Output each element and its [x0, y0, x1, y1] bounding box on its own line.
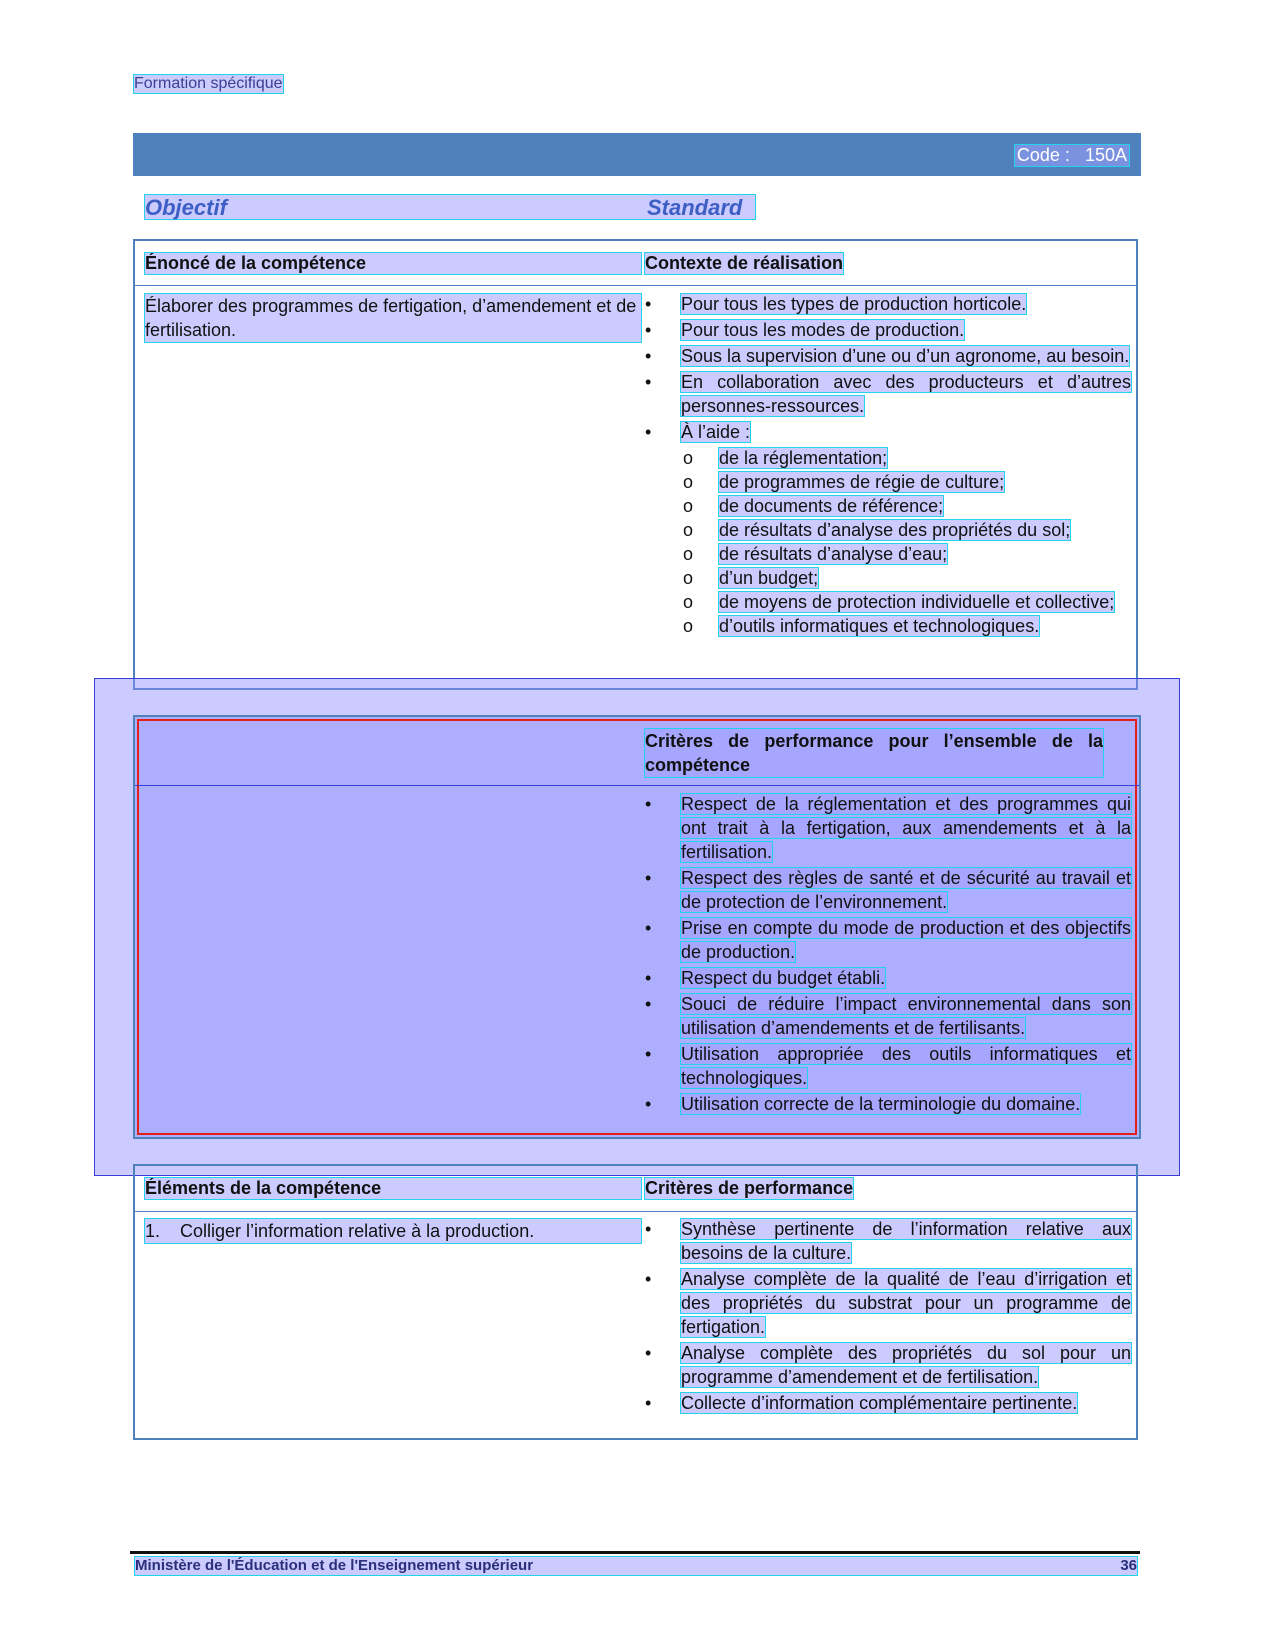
competence-table	[133, 239, 1138, 690]
list-item-text: Respect des règles de santé et de sécurité au travail et de protection de l’environnement.	[681, 868, 1131, 912]
list-item	[645, 966, 1131, 990]
bullet-icon: •	[645, 868, 652, 888]
list-item	[645, 370, 1131, 418]
footer-rule	[130, 1551, 1140, 1554]
list-item-text: Utilisation correcte de la terminologie du domaine.	[681, 1094, 1081, 1114]
sub-list-item	[645, 542, 1131, 566]
bullet-icon: •	[645, 346, 652, 366]
sub-bullet-icon: o	[683, 520, 694, 540]
sub-list-item	[645, 518, 1131, 542]
list-item-text: d’un budget;	[719, 568, 819, 588]
sub-bullet-icon: o	[683, 616, 694, 636]
sub-list-item	[645, 470, 1131, 494]
contexte-list	[645, 292, 1131, 638]
contexte-header: Contexte de réalisation	[645, 253, 844, 273]
code-label	[1015, 145, 1129, 166]
objectif-label: Objectif	[145, 195, 227, 220]
list-item-text: Analyse complète des propriétés du sol pour un programme d’amendement et de fertilisation.	[681, 1343, 1131, 1387]
list-item-text: de moyens de protection individuelle et collective;	[719, 592, 1115, 612]
list-item-text: Pour tous les types de production horticole.	[681, 294, 1027, 314]
criteres-header: Critères de performance	[645, 1178, 854, 1198]
bullet-icon: •	[645, 1044, 652, 1064]
competence-statement: Élaborer des programmes de fertigation, d’amendement et de fertilisation.	[145, 294, 641, 342]
competence-table-header	[135, 241, 1136, 286]
bullet-icon: •	[645, 320, 652, 340]
bullet-icon: •	[645, 372, 652, 392]
sub-bullet-icon: o	[683, 568, 694, 588]
standard-label: Standard	[647, 195, 743, 220]
bullet-icon: •	[645, 918, 652, 938]
sub-list-item	[645, 566, 1131, 590]
list-item	[645, 992, 1131, 1040]
sub-list-item	[645, 446, 1131, 470]
list-item-text: de résultats d’analyse d’eau;	[719, 544, 948, 564]
list-item-text: Souci de réduire l’impact environnemental dans son utilisation d’amendements et de fertilisants.	[681, 994, 1131, 1038]
elements-table	[133, 1164, 1138, 1440]
sub-list-item	[645, 494, 1131, 518]
list-item	[645, 1217, 1131, 1265]
footer	[135, 1557, 1137, 1575]
code-bar	[133, 133, 1141, 176]
list-item	[645, 318, 1131, 342]
bullet-icon: •	[645, 1393, 652, 1413]
footer-ministry: Ministère de l'Éducation et de l'Enseignement supérieur	[135, 1557, 534, 1574]
list-item	[645, 1341, 1131, 1389]
sub-bullet-icon: o	[683, 496, 694, 516]
list-item-text: de résultats d’analyse des propriétés du sol;	[719, 520, 1071, 540]
list-item-text: Collecte d’information complémentaire pertinente.	[681, 1393, 1078, 1413]
list-item-text: Utilisation appropriée des outils informatiques et technologiques.	[681, 1044, 1131, 1088]
list-item-text: Respect du budget établi.	[681, 968, 886, 988]
list-item	[645, 866, 1131, 914]
bullet-icon: •	[645, 422, 652, 442]
criteres-ensemble-list	[645, 792, 1131, 1118]
code-label-text: Code :	[1016, 145, 1070, 165]
list-item-text: Synthèse pertinente de l’information relative aux besoins de la culture.	[681, 1219, 1131, 1263]
list-item-text: À l’aide :	[681, 422, 751, 442]
element-text: Colliger l’information relative à la production.	[180, 1221, 535, 1241]
sub-bullet-icon: o	[683, 448, 694, 468]
sub-list-item	[645, 590, 1131, 614]
criteres-ensemble-header-row	[135, 717, 1139, 786]
list-item	[645, 292, 1131, 316]
bullet-icon: •	[645, 994, 652, 1014]
enonce-header: Énoncé de la compétence	[145, 253, 641, 274]
sub-bullet-icon: o	[683, 472, 694, 492]
bullet-icon: •	[645, 794, 652, 814]
elements-criteres-list	[645, 1217, 1131, 1417]
running-header: Formation spécifique	[134, 75, 283, 92]
list-item-text: Analyse complète de la qualité de l’eau d’irrigation et des propriétés du substrat pour un programme de fertigation.	[681, 1269, 1131, 1337]
list-item	[645, 792, 1131, 864]
bullet-icon: •	[645, 968, 652, 988]
sub-bullet-icon: o	[683, 544, 694, 564]
bullet-icon: •	[645, 1269, 652, 1289]
bullet-icon: •	[645, 1219, 652, 1239]
elements-header: Éléments de la compétence	[145, 1178, 641, 1199]
list-item-text: En collaboration avec des producteurs et d’autres personnes-ressources.	[681, 372, 1131, 416]
list-item	[645, 916, 1131, 964]
element-1	[145, 1219, 641, 1243]
list-item	[645, 1042, 1131, 1090]
element-number: 1.	[145, 1221, 161, 1241]
bullet-icon: •	[645, 1343, 652, 1363]
list-item-text: d’outils informatiques et technologiques.	[719, 616, 1040, 636]
elements-table-header	[135, 1166, 1136, 1212]
criteres-ensemble-table	[133, 715, 1141, 1139]
list-item-text: Pour tous les modes de production.	[681, 320, 965, 340]
list-item-text: de programmes de régie de culture;	[719, 472, 1005, 492]
bullet-icon: •	[645, 1094, 652, 1114]
code-value: 150A	[1084, 145, 1127, 165]
list-item-text: de documents de référence;	[719, 496, 944, 516]
list-item	[645, 344, 1131, 368]
objectif-standard-row	[145, 195, 755, 219]
list-item-text: Respect de la réglementation et des programmes qui ont trait à la fertigation, aux amendements et à la fertilisation.	[681, 794, 1131, 862]
criteres-ensemble-header: Critères de performance pour l’ensemble de la compétence	[645, 731, 1103, 775]
list-item-text: Prise en compte du mode de production et des objectifs de production.	[681, 918, 1131, 962]
sub-bullet-icon: o	[683, 592, 694, 612]
list-item	[645, 1092, 1131, 1116]
footer-page-number: 36	[1120, 1557, 1137, 1574]
list-item	[645, 1391, 1131, 1415]
sub-list-item	[645, 614, 1131, 638]
list-item-text: de la réglementation;	[719, 448, 888, 468]
bullet-icon: •	[645, 294, 652, 314]
list-item	[645, 420, 1131, 444]
list-item-text: Sous la supervision d’une ou d’un agronome, au besoin.	[681, 346, 1130, 366]
list-item	[645, 1267, 1131, 1339]
